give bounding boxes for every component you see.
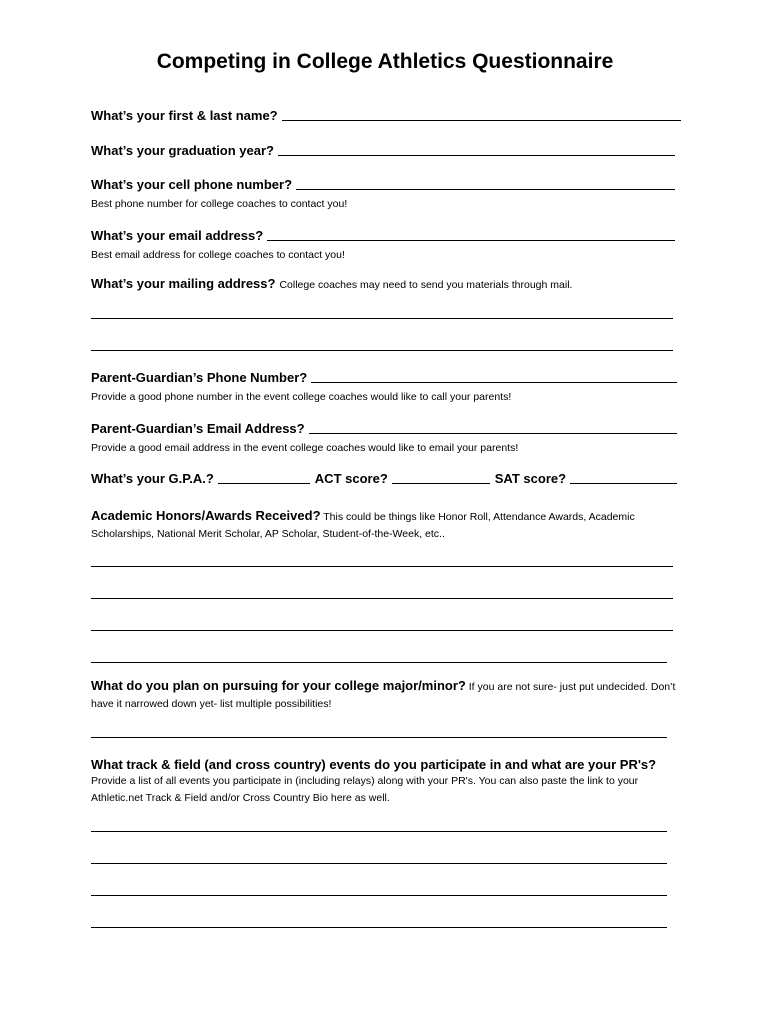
- email-label: What’s your email address?: [91, 228, 264, 243]
- major-line-1[interactable]: [91, 737, 667, 738]
- mailing-line-2[interactable]: [91, 350, 673, 351]
- scores-question: [91, 471, 677, 486]
- parent-email-label: Parent-Guardian’s Email Address?: [91, 421, 305, 436]
- email-help: Best email address for college coaches to contact you!: [91, 249, 345, 261]
- major-question: [91, 677, 681, 713]
- parent-phone-help: Provide a good phone number in the event college coaches would like to call your parents!: [91, 391, 512, 403]
- honors-question: [91, 507, 681, 543]
- honors-line-1[interactable]: [91, 566, 673, 567]
- track-line-2[interactable]: [91, 863, 667, 864]
- gpa-label: What’s your G.P.A.?: [91, 471, 214, 486]
- mailing-line-1[interactable]: [91, 318, 673, 319]
- major-label: What do you plan on pursuing for your college major/minor?: [91, 678, 466, 693]
- graduation-question: [91, 143, 675, 158]
- major-note: If you are not sure- just put undecided. Don’t have it narrowed down yet- list multiple possibilities!: [91, 681, 676, 710]
- sat-field[interactable]: [570, 482, 677, 484]
- parent-phone-question: [91, 370, 677, 385]
- sat-label: SAT score?: [494, 471, 567, 486]
- parent-phone-field[interactable]: [311, 381, 677, 383]
- track-note: Provide a list of all events you participate in (including relays) along with your PR's. You can also paste the link to your Athletic.net Track & Field and/or Cross Country Bio here as well.: [91, 775, 639, 804]
- parent-phone-label: Parent-Guardian’s Phone Number?: [91, 370, 308, 385]
- name-field[interactable]: [282, 119, 681, 121]
- parent-email-question: [91, 421, 677, 436]
- phone-help: Best phone number for college coaches to contact you!: [91, 198, 348, 210]
- honors-note: This could be things like Honor Roll, Attendance Awards, Academic Scholarships, National Merit Scholar, AP Scholar, Student-of-the-Week, etc..: [91, 511, 635, 540]
- track-line-4[interactable]: [91, 927, 667, 928]
- track-question: [91, 756, 681, 807]
- parent-email-field[interactable]: [309, 432, 677, 434]
- mailing-label: What’s your mailing address?: [91, 276, 276, 291]
- phone-label: What’s your cell phone number?: [91, 177, 293, 192]
- honors-line-2[interactable]: [91, 598, 673, 599]
- email-question: [91, 228, 675, 243]
- email-field[interactable]: [267, 239, 675, 241]
- track-line-3[interactable]: [91, 895, 667, 896]
- gpa-field[interactable]: [218, 482, 310, 484]
- parent-email-help: Provide a good email address in the event college coaches would like to email your parents!: [91, 442, 519, 454]
- honors-label: Academic Honors/Awards Received?: [91, 508, 321, 523]
- act-label: ACT score?: [314, 471, 388, 486]
- track-line-1[interactable]: [91, 831, 667, 832]
- track-label: What track & field (and cross country) events do you participate in and what are your PR's?: [91, 757, 657, 772]
- graduation-label: What’s your graduation year?: [91, 143, 274, 158]
- page-title: Competing in College Athletics Questionnaire: [156, 50, 614, 73]
- name-label: What’s your first & last name?: [91, 108, 278, 123]
- graduation-field[interactable]: [278, 154, 675, 156]
- mailing-note: College coaches may need to send you materials through mail.: [279, 279, 573, 291]
- honors-line-3[interactable]: [91, 630, 673, 631]
- honors-line-4[interactable]: [91, 662, 667, 663]
- phone-field[interactable]: [296, 188, 675, 190]
- mailing-question: [91, 276, 681, 291]
- phone-question: [91, 177, 675, 192]
- name-question: [91, 108, 681, 123]
- act-field[interactable]: [392, 482, 490, 484]
